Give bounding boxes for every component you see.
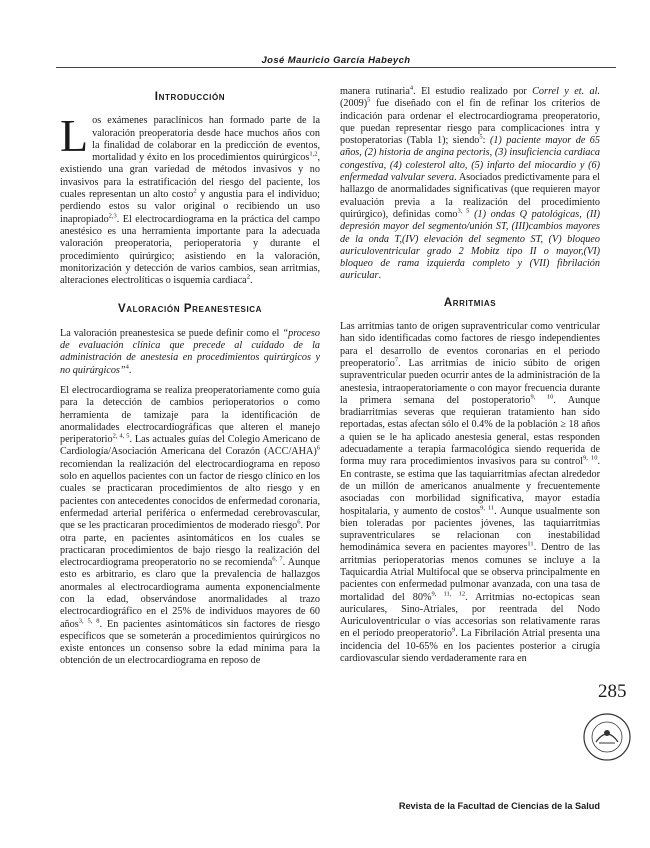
drop-cap: L	[60, 110, 89, 162]
header-rule	[56, 67, 616, 68]
right-column	[340, 86, 600, 673]
running-head-author: José Mauricio García Habeych	[261, 55, 411, 66]
running-head	[56, 55, 616, 66]
journal-footer: Revista de la Facultad de Ciencias de la Salud	[398, 801, 600, 811]
university-seal-icon	[582, 712, 632, 762]
intro-paragraph: Los exámenes paraclínicos han formado parte de la valoración preoperatoria desde hace muchos años con la finalidad de colaborar en la predicción de eventos, mortalidad y éxito en los procedimientos quirúrgicos$^{1,2}$, existiendo una gran variedad de métodos invasivos y no invasivos para la estratificación del riesgo del paciente, los cuales representan un alto costo$^2$ y angustia para el individuo; perdiendo estos su valor original o recibiendo un uso inapropiado$^{2,3}$. El electrocardiograma en la práctica del campo anestésico es una herramienta importante para la adecuada valoración preoperatoria, perioperatoria y durante el procedimiento quirúrgico; asistiendo en la valoración, monitorización y detección de varios cambios, sean arritmias, alteraciones electrolíticas o isquemia cardiaca$^2$.	[60, 110, 321, 287]
left-column	[60, 86, 320, 676]
heading-introduccion: Introducción	[154, 91, 226, 103]
heading-valoracion: Valoración Preanestesica	[117, 303, 263, 316]
valoracion-paragraph-1: La valoración preanestesica se puede definir como el “proceso de evaluación clínica que precede al cuidado de la administración de anestesia en procedimientos quirúrgicos y no quirúrgicos”$^4$.	[60, 327, 320, 376]
heading-arritmias: Arritmias	[443, 296, 497, 309]
right-continuation-paragraph: manera rutinaria$^4$. El estudio realizado por Correl y et. al. $(2009)^5$ fue diseñado con el fin de refinar los criterios de indicación para ordenar el electrocardiograma preoperatorio, que puedan representar riesgo para complicaciones intra y postoperatorias (Tabla 1); siendo$^5$: (1) paciente mayor de 65 años, (2) historia de angina pectoris, (3) insuficiencia cardiaca congestiva, (4) colesterol alto, (5) infarto del miocardio y (6) enfermedad valvular severa. Asociados predictivamente para el hallazgo de anormalidades significativas (que requieren mayor evaluación previa a la realización del procedimiento quirúrgico), definidas como$^{3, 5}$ (1) ondas Q patológicas, (II) depresión mayor del segmento/unión ST, (III)cambios mayores de la onda T,(IV) elevación del segmento ST, (V) bloqueo auriculoventricular grado 2 Mobitz tipo II o mayor,(VI) bloqueo de rama izquierda completo y (VII) fibrilación auricular.	[340, 84, 601, 282]
arritmias-paragraph: Las arritmias tanto de origen supraventricular como ventricular han sido identificadas como factores de riesgo independientes para el desarrollo de eventos coronarias en el periodo preoperatorio$^7$. Las arritmias de inicio súbito de origen supraventricular pueden ocurrir antes de la administración de la anestesia, intraoperatoriamente o con mayor frecuencia durante la primera semana del postoperatorio$^{9, 10}$. Aunque bradiarritmias severas que requieran tratamiento han sido reportadas, estas afectan sólo el 0.4% de la población ≥ 18 años a quien se le ha aplicado anestesia general, estas responden adecuadamente a terapia farmacológica siendo requerida de forma muy rara procedimientos invasivos para su control$^{9, 10}$. En contraste, se estima que las taquiarritmias afectan alrededor de un millón de americanos anualmente y frecuentemente asociadas con morbilidad significativa, mayor estadía hospitalaria, y aumento de costos$^{9, 11}$. Aunque usualmente son bien toleradas por pacientes jóvenes, las taquiarritmias supraventriculares se relacionan con inestabilidad hemodinámica severa en pacientes mayores$^{11}$. Dentro de las arritmias perioperatorias menos comunes se incluye a la Taquicardia Atrial Multifocal que se observa principalmente en pacientes con enfermedad pulmonar avanzada, con una tasa de mortalidad del 80%$^{9, 11, 12}$. Arritmias no-ectopicas sean auriculares, Sino-Atriales, por reentrada del Nodo Auriculoventricular o vías accesorias son relativamente raras en el periodo preoperatorio$^9$. La Fibrilación Atrial presenta una incidencia del 10-65% en los pacientes posterior a cirugía cardiovascular siendo verdaderamente rara en	[340, 321, 601, 665]
valoracion-paragraph-2: El electrocardiograma se realiza preoperatoriamente como guía para la detección de cambios perioperatorios o como herramienta de tamizaje para la identificación de anormalidades electrocardiográficas que alteren el manejo periperatorio$^{2, 4, 5}$. Las actuales guías del Colegio Americano de Cardiología/Asociación Americana del Corazón $(ACC/AHA)^6$ recomiendan la realización del electrocardiograma en reposo solo en aquellos pacientes con un factor de riesgo clínico en los cuales se practicaran procedimientos de alto riesgo y en pacientes con antecedentes conocidos de enfermedad coronaria, enfermedad arterial periférica o enfermedad cerebrovascular, que se les practicaran procedimientos de moderado riesgo$^6$. Por otra parte, en pacientes asintomáticos en los cuales se practicaran procedimientos de bajo riesgo la realización del electrocardiograma preoperatorio no se recomienda$^{6, 7}$. Aunque esto es arbitrario, es claro que la prevalencia de hallazgos anormales al electrocardiograma aumenta exponencialmente con la edad, observándose anormalidades al trazo electrocardiográfico en el 25% de individuos mayores de 60 años$^{3, 5, 8}$. En pacientes asintomáticos sin factores de riesgo específicos que se someterán a procedimientos quirúrgicos no existe entonces un consenso sobre la edad mínima para la obtención de un electrocardiograma en reposo de	[60, 384, 321, 667]
page-number: 285	[598, 681, 627, 702]
